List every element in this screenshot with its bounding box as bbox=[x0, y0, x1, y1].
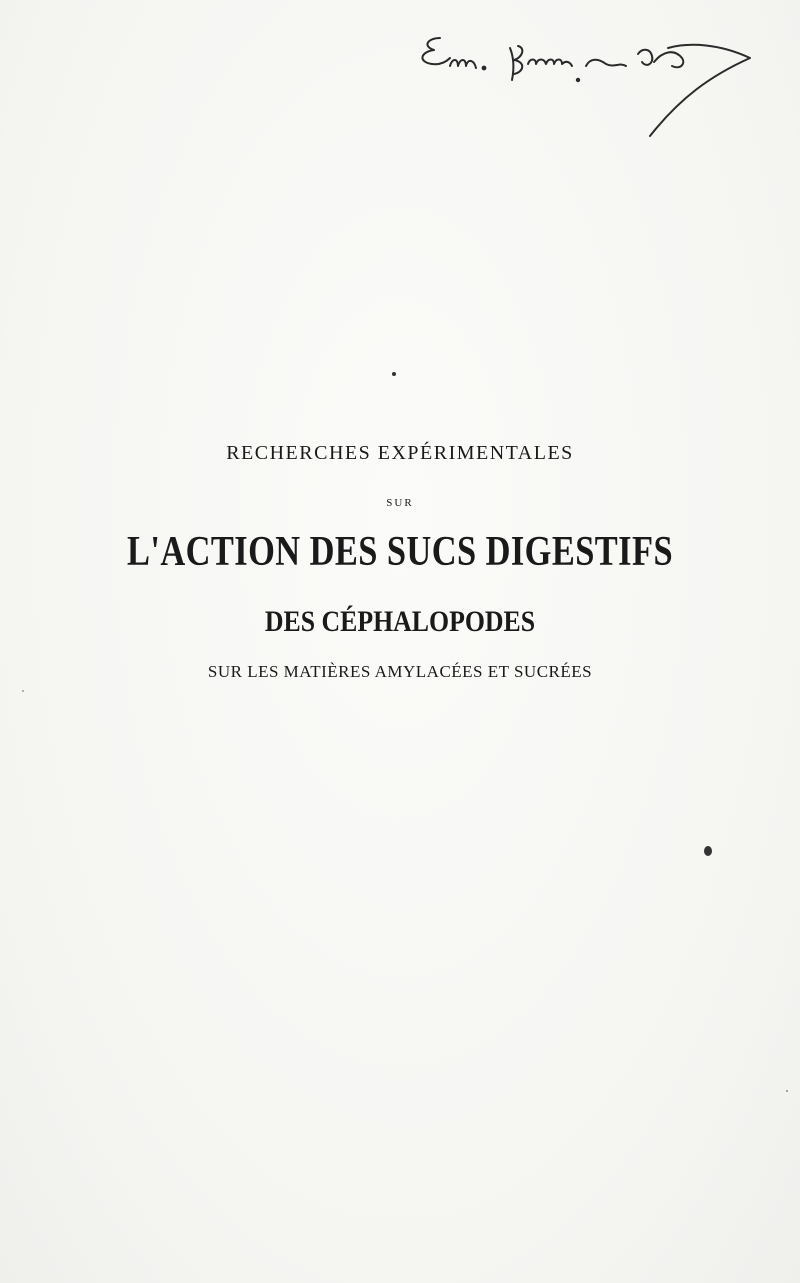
title-line-main: L'ACTION DES SUCS DIGESTIFS bbox=[126, 529, 674, 575]
dust-speck bbox=[22, 690, 24, 692]
title-line-sur: SUR bbox=[386, 497, 414, 509]
show-through-ghost bbox=[80, 250, 720, 314]
title-line-cephalopodes: DES CÉPHALOPODES bbox=[264, 605, 536, 638]
title-line-recherches: RECHERCHES EXPÉRIMENTALES bbox=[226, 442, 574, 464]
dust-speck bbox=[704, 846, 712, 856]
dust-speck bbox=[392, 372, 396, 376]
title-line-subtitle: SUR LES MATIÈRES AMYLACÉES ET SUCRÉES bbox=[207, 662, 593, 681]
dust-speck bbox=[786, 1090, 788, 1092]
handwritten-signature bbox=[410, 18, 770, 148]
